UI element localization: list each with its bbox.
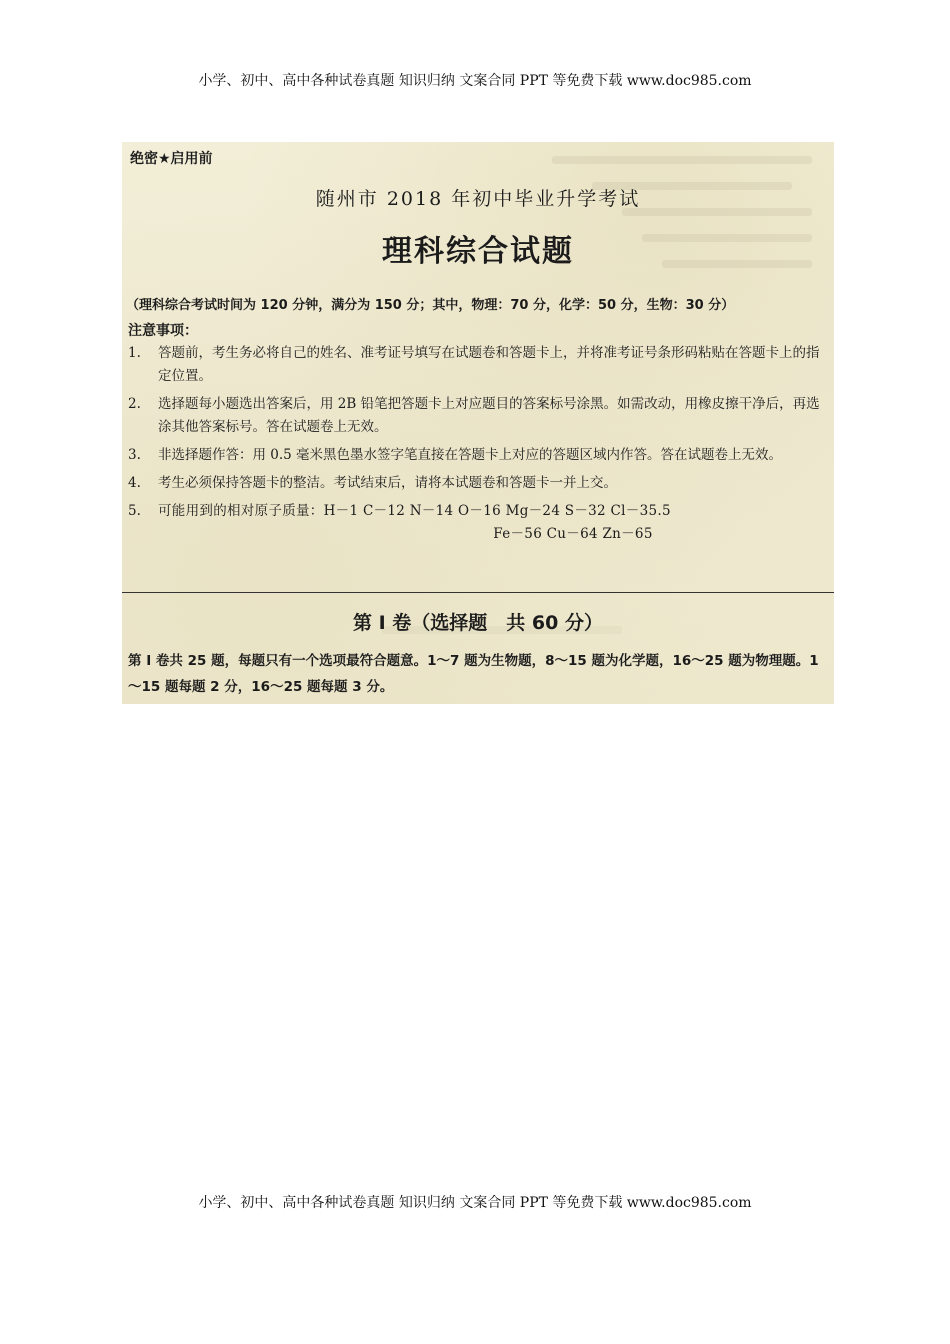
- page-footer: 小学、初中、高中各种试卷真题 知识归纳 文案合同 PPT 等免费下载 www.doc985.com: [198, 1195, 752, 1211]
- notice-item: [122, 393, 828, 439]
- bleed-through-mark: [552, 156, 812, 164]
- notice-item: [122, 500, 828, 546]
- confidential-label: 绝密★启用前: [130, 151, 213, 167]
- page-header: 小学、初中、高中各种试卷真题 知识归纳 文案合同 PPT 等免费下载 www.doc985.com: [198, 73, 752, 89]
- scanned-exam-image: [122, 142, 834, 704]
- notice-text: 答题前，考生务必将自己的姓名、准考证号填写在试题卷和答题卡上，并将准考证号条形码粘贴在答题卡上的指定位置。: [158, 345, 820, 384]
- exam-duration: （理科综合考试时间为 120 分钟，满分为 150 分；其中，物理：70 分，化学：50 分，生物：30 分）: [126, 298, 735, 313]
- notice-text: 非选择题作答：用 0.5 毫米黑色墨水签字笔直接在答题卡上对应的答题区域内作答。答在试题卷上无效。: [158, 447, 783, 463]
- exam-title: 理科综合试题: [382, 234, 574, 269]
- notice-text: 考生必须保持答题卡的整洁。考试结束后，请将本试题卷和答题卡一并上交。: [158, 475, 617, 491]
- notice-heading: 注意事项：: [128, 323, 198, 339]
- notice-text: 选择题每小题选出答案后，用 2B 铅笔把答题卡上对应题目的答案标号涂黑。如需改动，用橡皮擦干净后，再选涂其他答案标号。答在试题卷上无效。: [158, 396, 820, 435]
- notice-number: 3.: [128, 447, 141, 463]
- notice-number: 1.: [128, 345, 141, 361]
- notice-list: [122, 342, 834, 551]
- notice-number: 2.: [128, 396, 141, 412]
- notice-item: [122, 472, 828, 495]
- section-title: 第 I 卷（选择题 共 60 分）: [353, 612, 603, 634]
- atomic-mass-list: 可能用到的相对原子质量：H－1 C－12 N－14 O－16 Mg－24 S－32 Cl－35.5: [158, 503, 671, 519]
- notice-item: [122, 444, 828, 467]
- notice-number: 4.: [128, 475, 141, 491]
- section-description: 第 I 卷共 25 题，每题只有一个选项最符合题意。1～7 题为生物题，8～15 题为化学题，16～25 题为物理题。1～15 题每题 2 分，16～25 题每题 3 分。: [128, 653, 819, 695]
- section-divider: [122, 592, 834, 593]
- notice-item: [122, 342, 828, 388]
- atomic-mass-list-continued: Fe－56 Cu－64 Zn－65: [493, 526, 653, 542]
- notice-number: 5.: [128, 503, 141, 519]
- exam-name: 随州市 2018 年初中毕业升学考试: [315, 188, 641, 210]
